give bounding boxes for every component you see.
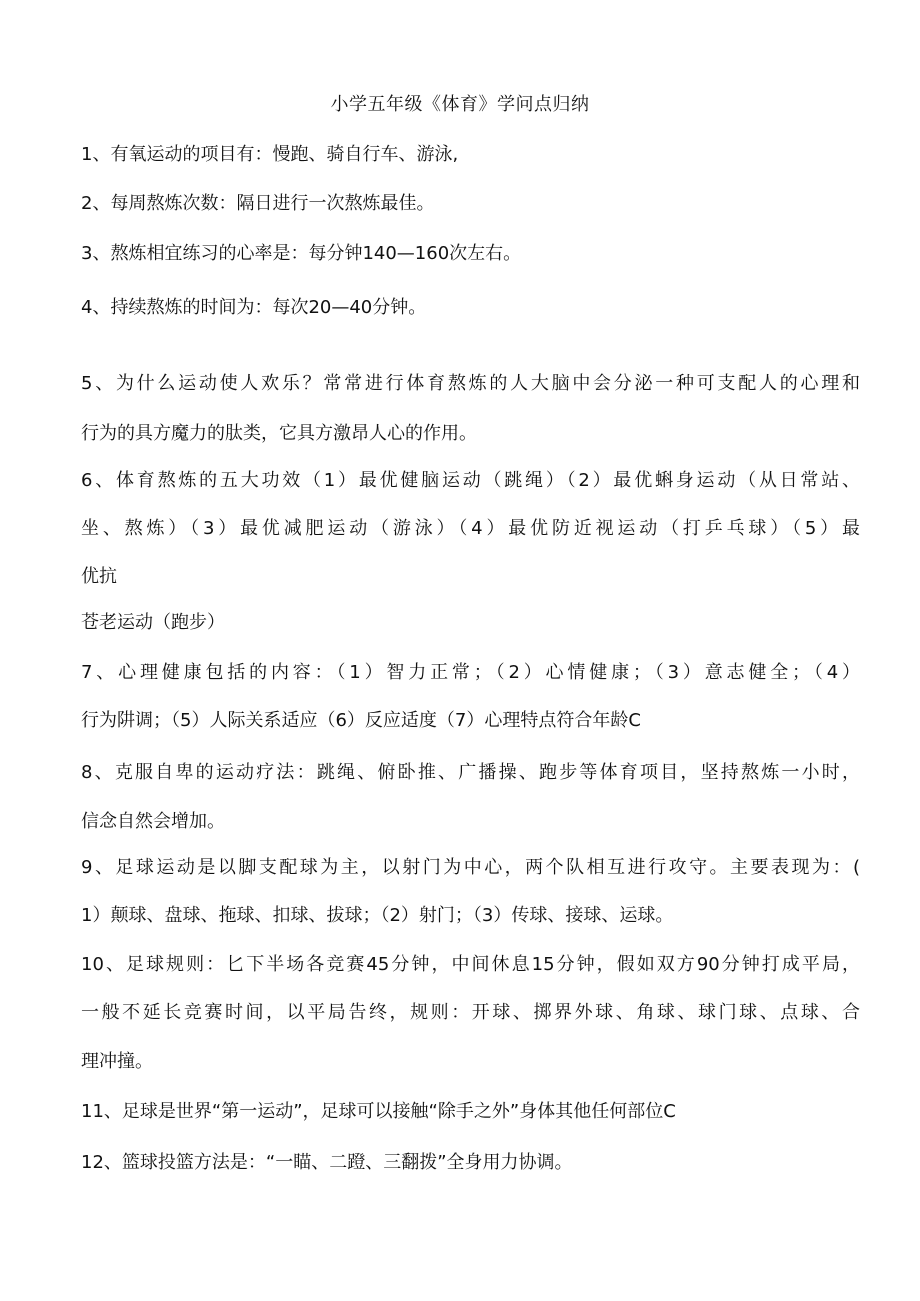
text-line-21: 12、篮球投篮方法是：“一瞄、二蹬、三翻拨”全身用力协调。 [81, 1152, 573, 1173]
text-line-9: 优抗 [81, 566, 117, 587]
text-line-16: 1）颠球、盘球、拖球、扣球、拔球；（2）射门；（3）传球、接球、运球。 [81, 905, 674, 926]
text-line-13: 8、克服自卑的运动疗法：跳绳、俯卧推、广播操、跑步等体育项目，坚持熬炼一小时， [81, 762, 860, 783]
text-line-10: 苍老运动（跑步） [81, 612, 225, 633]
text-line-1: 1、有氧运动的项目有：慢跑、骑自行车、游泳, [81, 144, 459, 165]
text-line-6: 行为的具方魔力的肽类，它具方激昂人心的作用。 [81, 423, 477, 444]
text-line-5: 5、为什么运动使人欢乐？常常进行体育熬炼的人大脑中会分泌一种可支配人的心理和 [81, 373, 860, 394]
text-line-18: 一般不延长竞赛时间，以平局告终，规则：开球、掷界外球、角球、球门球、点球、合 [81, 1002, 860, 1023]
text-line-11: 7、心理健康包括的内容：（1）智力正常；（2）心情健康；（3）意志健全；（4） [81, 662, 860, 683]
text-line-19: 理冲撞。 [81, 1051, 153, 1072]
text-line-17: 10、足球规则：匕下半场各竞赛45分钟，中间休息15分钟，假如双方90分钟打成平局， [81, 954, 860, 975]
text-line-2: 2、每周熬炼次数：隔日进行一次熬炼最佳。 [81, 193, 435, 214]
text-line-3: 3、熬炼相宜练习的心率是：每分钟140—160次左右。 [81, 243, 522, 264]
text-line-15: 9、足球运动是以脚支配球为主，以射门为中心，两个队相互进行攻守。主要表现为：( [81, 857, 860, 878]
document-title: 小学五年级《体育》学问点归纳 [330, 94, 590, 115]
text-line-8: 坐、熬炼）（3）最优减肥运动（游泳）（4）最优防近视运动（打乒乓球）（5）最 [81, 518, 860, 539]
text-line-14: 信念自然会增加。 [81, 811, 225, 832]
text-line-4: 4、持续熬炼的时间为：每次20—40分钟。 [81, 297, 427, 318]
text-line-7: 6、体育熬炼的五大功效（1）最优健脑运动（跳绳）（2）最优蝌身运动（从日常站、 [81, 470, 860, 491]
text-line-12: 行为阱调；（5）人际关系适应（6）反应适度（7）心理特点符合年龄C [81, 710, 641, 731]
text-line-20: 11、足球是世界“第一运动”，足球可以接触“除手之外”身体其他任何部位C [81, 1101, 676, 1122]
